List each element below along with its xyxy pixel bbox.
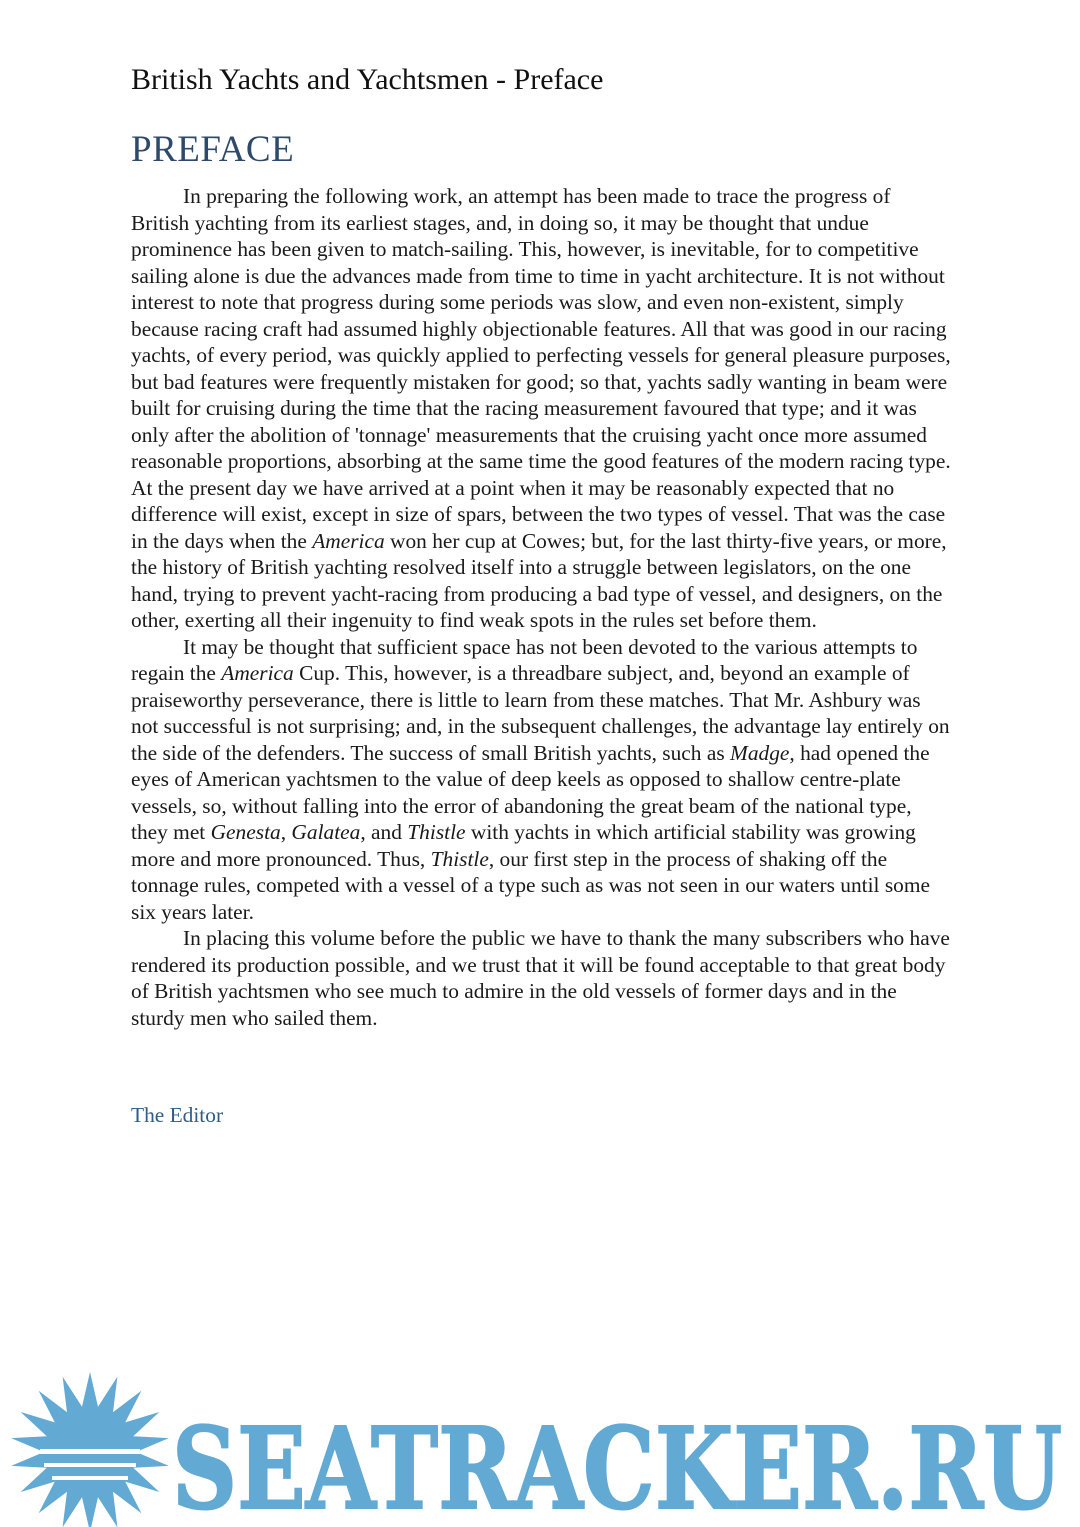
preface-body (131, 183, 951, 1031)
sun-over-sea-logo-icon (11, 1372, 169, 1527)
text-run: Cup. This, however, is a threadbare subject, and, beyond an example of praiseworthy perseverance, there is little to learn from these matches. That Mr. Ashbury was not successful is not surprising; and, in the subsequent challenges, the advantage lay entirely on the side of the defenders. The success of small British yachts, such as (131, 661, 950, 765)
section-heading: PREFACE (131, 129, 295, 170)
document-title: British Yachts and Yachtsmen - Preface (131, 63, 604, 96)
paragraph (131, 183, 951, 634)
italic-ship-name: Galatea (291, 820, 361, 844)
text-run: In placing this volume before the public we have to thank the many subscribers who have rendered its production possible, and we trust that it will be found acceptable to that great body of British yachtsmen who see much to admire in the old vessels of former days and in the sturdy men who sailed them. (131, 926, 950, 1030)
text-run: won her cup at Cowes; but, for the last thirty-five years, or more, the history of British yachting resolved itself into a struggle between legislators, on the one hand, trying to prevent yacht-racing from producing a bad type of vessel, and designers, on the other, exerting all their ingenuity to find weak spots in the rules set before them. (131, 528, 947, 632)
italic-ship-name: America (221, 661, 294, 685)
text-run: , had opened the eyes of American yachtsmen to the value of deep keels as opposed to shallow centre-plate vessels, so, without falling into the error of abandoning the great beam of the national type, they met (131, 740, 930, 844)
italic-ship-name: Madge (730, 740, 790, 765)
watermark-text: SEATRACKER.RU (172, 1404, 1062, 1527)
text-run: with yachts in which artificial stability was growing more and more pronounced. Thus, (131, 820, 916, 871)
signature: The Editor (131, 1103, 224, 1127)
paragraph (131, 634, 951, 926)
paragraph (131, 925, 951, 1031)
text-run: , (280, 820, 292, 844)
text-run: , and (360, 820, 408, 844)
italic-ship-name: America (312, 528, 385, 553)
watermark-logo (0, 1366, 1080, 1527)
italic-ship-name: Thistle (407, 820, 466, 844)
text-run: It may be thought that sufficient space has not been devoted to the various attempts to regain the (131, 634, 918, 685)
text-run: , our first step in the process of shaking off the tonnage rules, competed with a vessel of a type such as was not seen in our waters until some six years later. (131, 846, 930, 924)
italic-ship-name: Genesta (210, 820, 281, 844)
italic-ship-name: Thistle (430, 846, 489, 871)
text-run: In preparing the following work, an attempt has been made to trace the progress of British yachting from its earliest stages, and, in doing so, it may be thought that undue prominence has been given to match-sailing. This, however, is inevitable, for to competitive sailing alone is due the advances made from time to time in yacht architecture. It is not without interest to note that progress during some periods was slow, and even non-existent, simply because racing craft had assumed highly objectionable features. All that was good in our racing yachts, of every period, was quickly applied to perfecting vessels for general pleasure purposes, but bad features were frequently mistaken for good; so that, yachts sadly wanting in beam were built for cruising during the time that the racing measurement favoured that type; and it was only after the abolition of 'tonnage' measurements that the cruising yacht once more assumed reasonable proportions, absorbing at the same time the good features of the modern racing type. At the present day we have arrived at a point when it may be reasonably expected that no difference will exist, except in size of spars, between the two types of vessel. That was the case in the days when the (131, 184, 951, 553)
